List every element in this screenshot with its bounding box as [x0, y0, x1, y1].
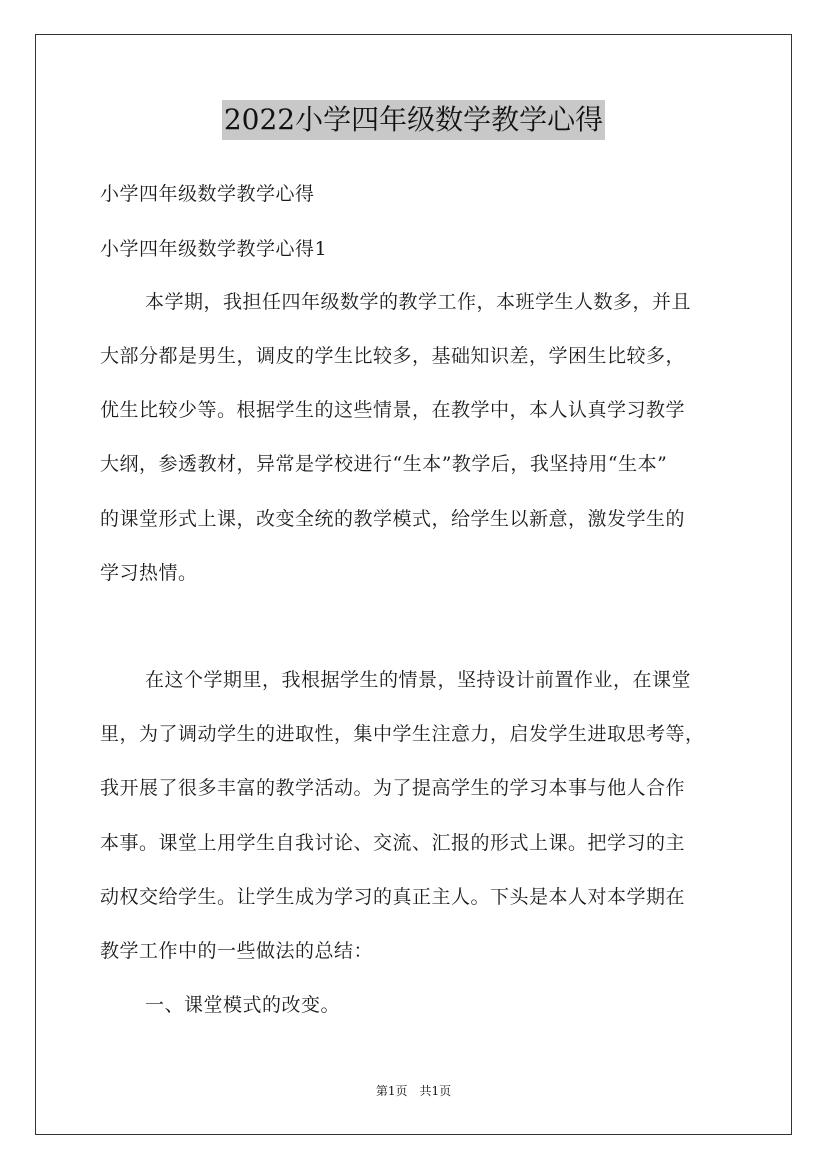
- paragraph2-line: 教学工作中的一些做法的总结：: [100, 940, 374, 962]
- paragraph2-line: 里，为了调动学生的进取性，集中学生注意力，启发学生进取思考等，: [100, 723, 705, 745]
- section-heading: 小学四年级数学教学心得1: [100, 238, 328, 260]
- paragraph2-line: 动权交给学生。让学生成为学习的真正主人。下头是本人对本学期在: [100, 886, 686, 908]
- title-container: [0, 100, 827, 140]
- document-title: 2022小学四年级数学教学心得: [222, 100, 605, 140]
- paragraph1-line: 大纲，参透教材，异常是学校进行“生本”教学后，我坚持用“生本”: [100, 453, 668, 475]
- paragraph1-line: 学习热情。: [100, 562, 198, 584]
- subtitle: 小学四年级数学教学心得: [100, 183, 315, 205]
- paragraph1-line: 的课堂形式上课，改变全统的教学模式，给学生以新意，激发学生的: [100, 508, 686, 530]
- paragraph2-line: 本事。课堂上用学生自我讨论、交流、汇报的形式上课。把学习的主: [100, 832, 686, 854]
- paragraph2-line: 我开展了很多丰富的教学活动。为了提高学生的学习本事与他人合作: [100, 777, 686, 799]
- paragraph1-line: 大部分都是男生，调皮的学生比较多，基础知识差，学困生比较多，: [100, 345, 686, 367]
- list-item-heading: 一、课堂模式的改变。: [145, 994, 341, 1016]
- paragraph2-line: 在这个学期里，我根据学生的情景，坚持设计前置作业，在课堂: [145, 669, 692, 691]
- paragraph1-line: 本学期，我担任四年级数学的教学工作，本班学生人数多，并且: [145, 291, 692, 313]
- page-number-footer: 第1页 共1页: [375, 1084, 452, 1098]
- paragraph1-line: 优生比较少等。根据学生的这些情景，在教学中，本人认真学习教学: [100, 399, 686, 421]
